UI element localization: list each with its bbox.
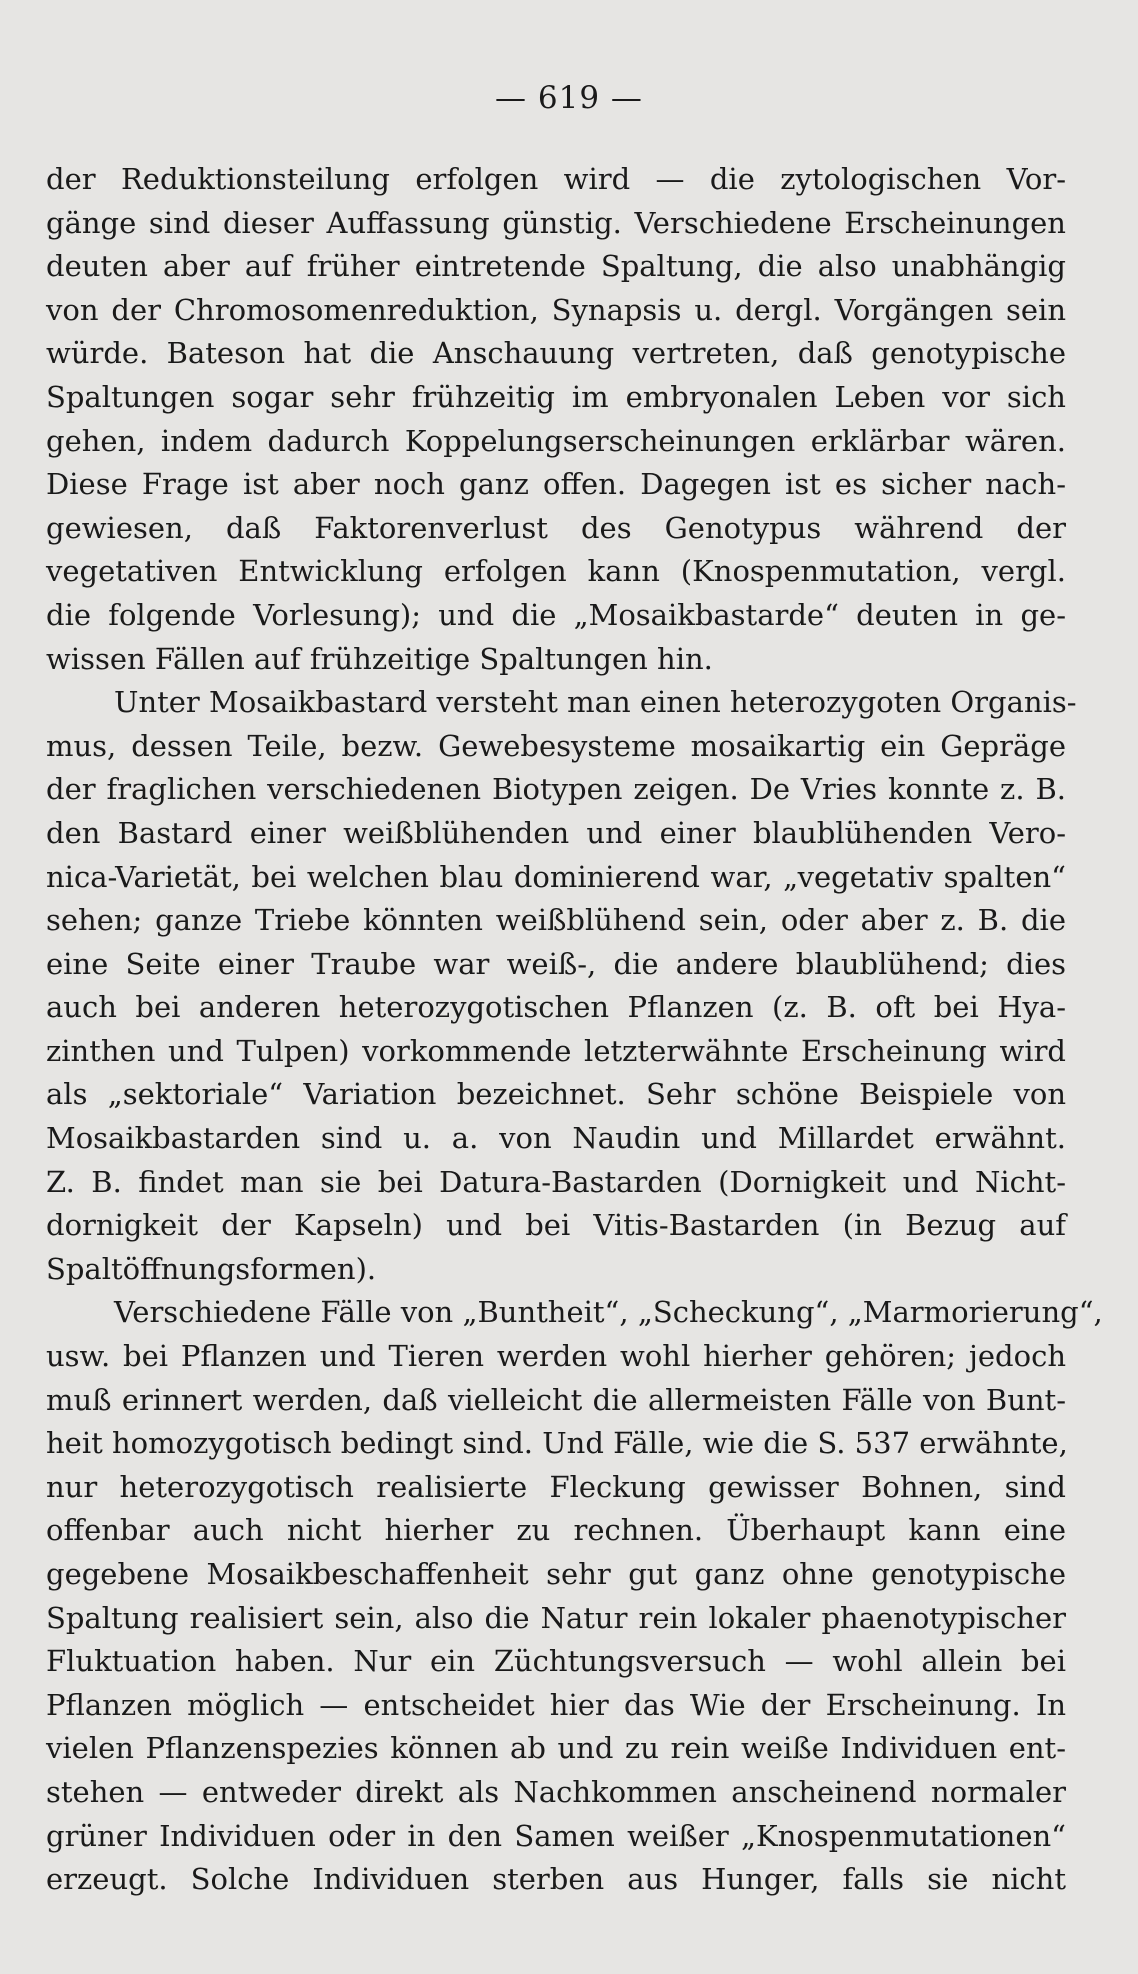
text-line: wissen Fällen auf frühzeitige Spaltungen hin. — [46, 641, 713, 676]
text-line: würde. Bateson hat die Anschauung vertreten, daß genotypische — [46, 336, 1066, 371]
text-line: erzeugt. Solche Individuen sterben aus Hunger, falls sie nicht — [46, 1862, 1066, 1897]
text-line: dornigkeit der Kapseln) und bei Vitis-Bastarden (in Bezug auf — [46, 1208, 1066, 1243]
text-line: heit homozygotisch bedingt sind. Und Fälle, wie die S. 537 erwähnte, — [46, 1426, 1068, 1461]
text-line: muß erinnert werden, daß vielleicht die allermeisten Fälle von Bunt- — [46, 1382, 1066, 1417]
text-line: Spaltung realisiert sein, also die Natur rein lokaler phaenotypischer — [46, 1600, 1066, 1635]
text-line: vielen Pflanzenspezies können ab und zu rein weiße Individuen ent- — [46, 1731, 1066, 1766]
text-line: nica-Varietät, bei welchen blau dominierend war, „vegetativ spalten“ — [46, 859, 1066, 894]
text-line: vegetativen Entwicklung erfolgen kann (Knospenmutation, vergl. — [46, 554, 1066, 589]
text-line: gegebene Mosaikbeschaffenheit sehr gut ganz ohne genotypische — [46, 1557, 1066, 1591]
text-line: eine Seite einer Traube war weiß-, die andere blaublühend; dies — [46, 946, 1066, 981]
page-number: — 619 — — [495, 80, 643, 116]
text-line: gänge sind dieser Auffassung günstig. Verschiedene Erscheinungen — [46, 205, 1066, 240]
text-line: offenbar auch nicht hierher zu rechnen. Überhaupt kann eine — [46, 1513, 1066, 1548]
text-line: Diese Frage ist aber noch ganz offen. Dagegen ist es sicher nach- — [46, 467, 1066, 502]
text-line: als „sektoriale“ Variation bezeichnet. Sehr schöne Beispiele von — [46, 1077, 1066, 1112]
text-line: Fluktuation haben. Nur ein Züchtungsversuch — wohl allein bei — [46, 1644, 1066, 1679]
text-line: grüner Individuen oder in den Samen weißer „Knospenmutationen“ — [46, 1818, 1066, 1853]
text-line: Spaltöffnungsformen). — [46, 1251, 377, 1286]
text-line: Unter Mosaikbastard versteht man einen heterozygoten Organis- — [114, 685, 1077, 720]
text-line: usw. bei Pflanzen und Tieren werden wohl hierher gehören; jedoch — [46, 1339, 1066, 1374]
text-line: der Reduktionsteilung erfolgen wird — die zytologischen Vor- — [46, 162, 1066, 196]
text-line: mus, dessen Teile, bezw. Gewebesysteme mosaikartig ein Gepräge — [46, 728, 1066, 763]
text-line: Pflanzen möglich — entscheidet hier das Wie der Erscheinung. In — [46, 1687, 1066, 1722]
text-line: stehen — entweder direkt als Nachkommen anscheinend normaler — [46, 1774, 1066, 1809]
text-line: deuten aber auf früher eintretende Spaltung, die also unabhängig — [46, 249, 1066, 284]
text-line: von der Chromosomenreduktion, Synapsis u. dergl. Vorgängen sein — [46, 292, 1066, 327]
text-line: den Bastard einer weißblühenden und einer blaublühenden Vero- — [46, 815, 1066, 850]
text-line: sehen; ganze Triebe könnten weißblühend sein, oder aber z. B. die — [46, 903, 1066, 938]
text-line: der fraglichen verschiedenen Biotypen zeigen. De Vries konnte z. B. — [46, 772, 1066, 807]
text-line: nur heterozygotisch realisierte Fleckung gewisser Bohnen, sind — [46, 1469, 1066, 1504]
text-line: die folgende Vorlesung); und die „Mosaikbastarde“ deuten in ge- — [46, 597, 1066, 632]
text-line: auch bei anderen heterozygotischen Pflanzen (z. B. oft bei Hya- — [46, 990, 1066, 1025]
text-line: Spaltungen sogar sehr frühzeitig im embryonalen Leben vor sich — [46, 379, 1066, 414]
text-line: Mosaikbastarden sind u. a. von Naudin und Millardet erwähnt. — [46, 1121, 1066, 1156]
text-line: Verschiedene Fälle von „Buntheit“, „Scheckung“, „Marmorierung“, — [114, 1295, 1103, 1330]
body-text — [46, 158, 1103, 1902]
text-line: Z. B. findet man sie bei Datura-Bastarden (Dornigkeit und Nicht- — [46, 1164, 1066, 1199]
text-line: gehen, indem dadurch Koppelungserscheinungen erklärbar wären. — [46, 423, 1066, 458]
text-line: gewiesen, daß Faktorenverlust des Genotypus während der — [46, 510, 1066, 545]
text-line: zinthen und Tulpen) vorkommende letzterwähnte Erscheinung wird — [46, 1033, 1066, 1068]
